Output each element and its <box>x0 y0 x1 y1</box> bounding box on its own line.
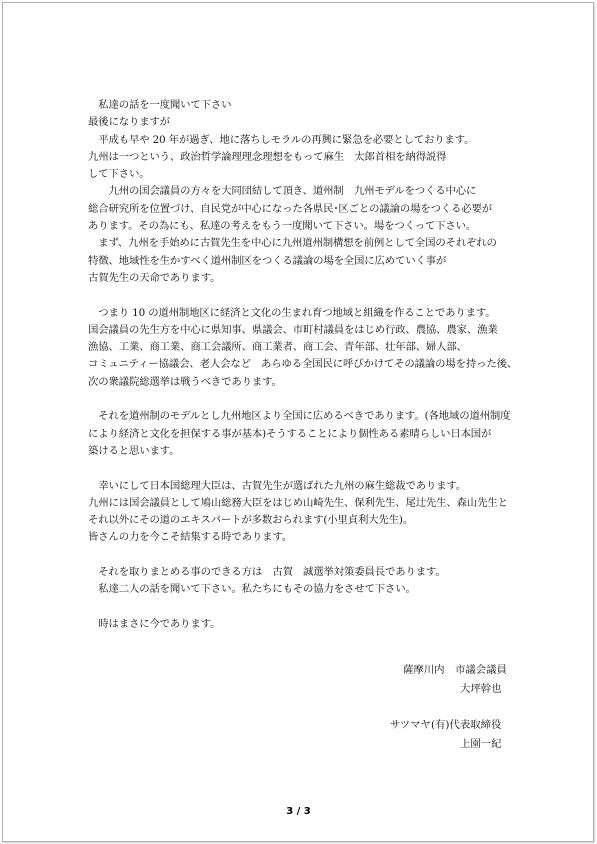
signature-2-title: サツマヤ(有)代表取締役 <box>390 719 502 731</box>
text-line: 国会議員の先生方を中心に県知事、県議会、市町村議員をはじめ行政、農協、農家、漁業 <box>88 323 498 336</box>
paragraph-gap <box>88 547 528 564</box>
text-line: 九州の国会議員の方々を大同団結して頂き、道州制 九州モデルをつくる中心に <box>88 185 477 198</box>
paragraph <box>88 408 528 460</box>
paragraph-gap <box>88 460 528 477</box>
text-line: 特徴、地域性を生かすべく道州制区をつくる議論の場を全国に広めていく事が <box>88 254 447 267</box>
signature-1-title: 薩摩川内 市議会議員 <box>403 664 507 676</box>
paragraph <box>88 97 528 287</box>
text-line: 総合研究所を位置づけ、自民党が中心になった各県民･区ごとの議論の場をつくる必要が <box>88 202 493 215</box>
text-line: それを道州制のモデルとし九州地区より全国に広めるべきであります。(各地域の道州制度 <box>88 410 511 423</box>
paragraph-gap <box>88 599 528 616</box>
text-line: コミュニティー協議会、老人会など あらゆる全国民に呼びかけてその議論の場を持った後、 <box>88 358 518 371</box>
page-number: 3 / 3 <box>286 806 311 817</box>
text-line: 皆さんの力を今こそ結集する時であります。 <box>88 531 292 544</box>
text-line: して下さい。 <box>88 168 150 181</box>
text-line: あります。その為にも、私達の考えをもう一度聞いて下さい。場をつくって下さい。 <box>88 220 477 233</box>
text-line: 幸いにして日本国総理大臣は、古賀先生が選ばれた九州の麻生総裁であります。 <box>88 479 467 492</box>
text-line: 次の衆議院総選挙は戦うべきであります。 <box>88 375 282 388</box>
text-line: 私達の話を一度聞いて下さい <box>88 99 232 111</box>
paragraph <box>88 616 528 633</box>
paragraph <box>88 564 528 599</box>
document-body <box>88 97 528 633</box>
text-line: により経済と文化を担保する事が基本)そうすることにより個性ある素晴らしい日本国が <box>88 427 492 440</box>
text-line: それ以外にその道のエキスパートが多数おられます(小里貞利大先生)。 <box>88 514 414 527</box>
text-line: 九州には国会議員として鳩山総務大臣をはじめ山崎先生、保利先生、尾辻先生、森山先生と <box>88 496 508 509</box>
text-line: 九州は一つという、政治哲学論理理念理想をもって麻生 太郎首相を納得説得 <box>88 150 447 163</box>
text-line: 築けると思います。 <box>88 444 180 457</box>
signature-1-name: 大坪幹也 <box>460 683 502 695</box>
paragraph-gap <box>88 287 528 304</box>
text-line: 平成も早や 20 年が過ぎ、地に落ちしモラルの再興に緊急を必要としております。 <box>88 133 475 146</box>
text-line: 古賀先生の天命であります。 <box>88 271 221 284</box>
text-line: 時はまさに今であります。 <box>88 617 221 630</box>
paragraph-gap <box>88 391 528 408</box>
paragraph <box>88 478 528 547</box>
paragraph <box>88 305 528 391</box>
text-line: まず、九州を手始めに古賀先生を中心に九州道州制構想を前例として全国のそれぞれの <box>88 237 497 250</box>
text-line: それを取りまとめる事のできる方は 古賀 誠選挙対策委員長であります。 <box>88 566 446 579</box>
text-line: つまり 10 の道州制地区に経済と文化の生まれ育つ地域と組織を作ることであります。 <box>88 306 496 319</box>
text-line: 最後になりますが <box>88 116 170 129</box>
text-line: 私達二人の話を聞いて下さい。私たちにもその協力をさせて下さい。 <box>88 583 416 596</box>
text-line: 漁協、工業、商工業、商工会議所、商工業者、商工会、青年部、壮年部、婦人部、 <box>88 341 467 354</box>
signature-2-name: 上園一紀 <box>460 738 502 750</box>
